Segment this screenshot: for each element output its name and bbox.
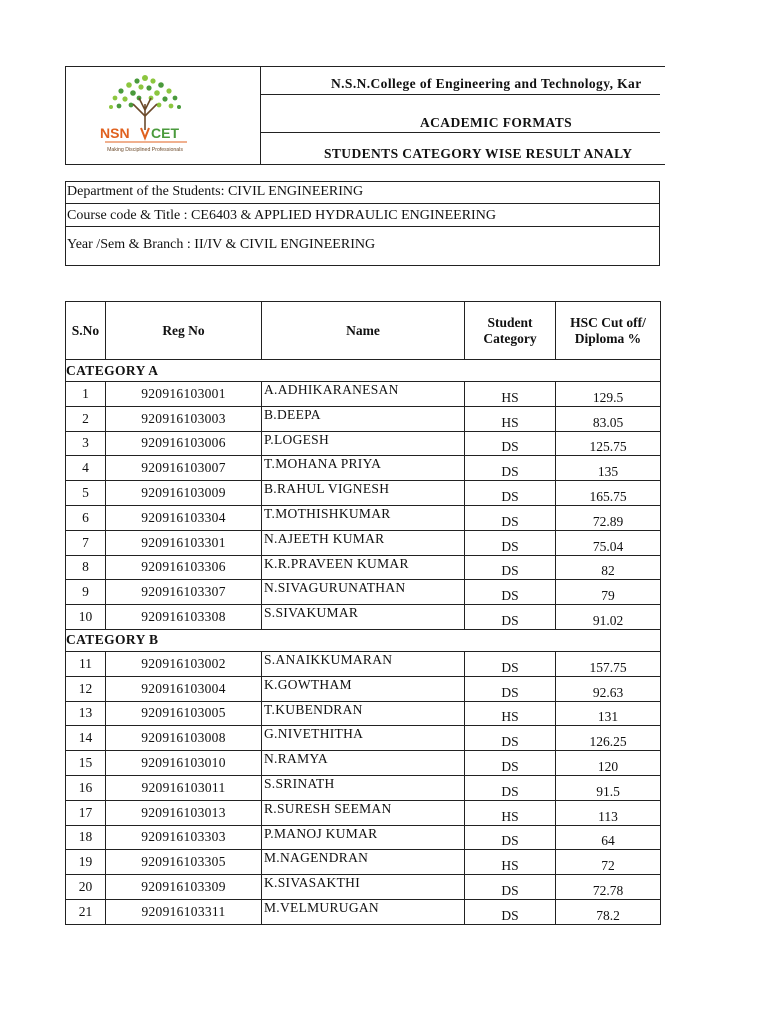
- category-cell: DS: [465, 825, 556, 850]
- col-header-category-l2: Category: [483, 330, 537, 346]
- category-cell: HS: [465, 406, 556, 431]
- cutoff-cell: 82: [556, 555, 661, 580]
- regno-cell: 920916103307: [106, 580, 262, 605]
- cutoff-cell: 83.05: [556, 406, 661, 431]
- table-header-row: [66, 302, 661, 360]
- category-cell: DS: [465, 481, 556, 506]
- name-cell: B.DEEPA: [262, 406, 465, 431]
- col-header-category: [465, 302, 556, 360]
- cutoff-cell: 64: [556, 825, 661, 850]
- sno-cell: 5: [66, 481, 106, 506]
- department-info: Department of the Students: CIVIL ENGINEERING: [67, 184, 364, 199]
- category-cell: DS: [465, 751, 556, 776]
- tree-leaves-icon: [109, 75, 181, 109]
- name-cell: T.MOHANA PRIYA: [262, 456, 465, 481]
- col-header-cutoff-l2: Diploma %: [574, 330, 642, 346]
- table-row: [66, 382, 661, 407]
- table-row: [66, 899, 661, 924]
- regno-cell: 920916103306: [106, 555, 262, 580]
- regno-cell: 920916103011: [106, 775, 262, 800]
- cutoff-cell: 79: [556, 580, 661, 605]
- sno-cell: 14: [66, 726, 106, 751]
- cutoff-cell: 91.02: [556, 605, 661, 630]
- category-cell: DS: [465, 726, 556, 751]
- name-cell: N.AJEETH KUMAR: [262, 530, 465, 555]
- cutoff-cell: 91.5: [556, 775, 661, 800]
- sno-cell: 16: [66, 775, 106, 800]
- table-row: [66, 800, 661, 825]
- regno-cell: 920916103002: [106, 651, 262, 676]
- name-cell: K.SIVASAKTHI: [262, 875, 465, 900]
- regno-cell: 920916103004: [106, 676, 262, 701]
- cutoff-cell: 72.89: [556, 505, 661, 530]
- sno-cell: 11: [66, 651, 106, 676]
- regno-cell: 920916103013: [106, 800, 262, 825]
- cutoff-cell: 92.63: [556, 676, 661, 701]
- category-cell: DS: [465, 775, 556, 800]
- category-cell: HS: [465, 800, 556, 825]
- sno-cell: 4: [66, 456, 106, 481]
- sno-cell: 21: [66, 899, 106, 924]
- category-cell: DS: [465, 875, 556, 900]
- col-header-cutoff: [556, 302, 661, 360]
- table-row: [66, 751, 661, 776]
- category-cell: DS: [465, 431, 556, 456]
- regno-cell: 920916103005: [106, 701, 262, 726]
- year-info: Year /Sem & Branch : II/IV & CIVIL ENGINEERING: [67, 237, 376, 252]
- svg-text:Making Disciplined Professiona: Making Disciplined Professionals: [107, 147, 183, 153]
- course-info: Course code & Title : CE6403 & APPLIED HYDRAULIC ENGINEERING: [67, 208, 496, 223]
- cutoff-cell: 125.75: [556, 431, 661, 456]
- name-cell: T.KUBENDRAN: [262, 701, 465, 726]
- regno-cell: 920916103006: [106, 431, 262, 456]
- name-cell: M.NAGENDRAN: [262, 850, 465, 875]
- table-row: [66, 431, 661, 456]
- name-cell: K.R.PRAVEEN KUMAR: [262, 555, 465, 580]
- category-a-row: [66, 360, 661, 382]
- category-cell: DS: [465, 605, 556, 630]
- category-cell: DS: [465, 456, 556, 481]
- sno-cell: 7: [66, 530, 106, 555]
- cutoff-cell: 165.75: [556, 481, 661, 506]
- name-cell: S.SIVAKUMAR: [262, 605, 465, 630]
- col-header-regno: Reg No: [106, 302, 262, 360]
- sno-cell: 3: [66, 431, 106, 456]
- header-divider: [260, 66, 261, 165]
- cutoff-cell: 135: [556, 456, 661, 481]
- category-cell: DS: [465, 555, 556, 580]
- regno-cell: 920916103007: [106, 456, 262, 481]
- regno-cell: 920916103309: [106, 875, 262, 900]
- category-cell: DS: [465, 651, 556, 676]
- name-cell: N.RAMYA: [262, 751, 465, 776]
- table-row: [66, 651, 661, 676]
- sno-cell: 20: [66, 875, 106, 900]
- name-cell: S.ANAIKKUMARAN: [262, 651, 465, 676]
- category-b-row: [66, 629, 661, 651]
- regno-cell: 920916103311: [106, 899, 262, 924]
- name-cell: K.GOWTHAM: [262, 676, 465, 701]
- regno-cell: 920916103305: [106, 850, 262, 875]
- table-row: [66, 580, 661, 605]
- table-row: [66, 850, 661, 875]
- sno-cell: 15: [66, 751, 106, 776]
- info-rule-1: [65, 203, 660, 204]
- category-b-label: CATEGORY B: [66, 629, 661, 651]
- sno-cell: 13: [66, 701, 106, 726]
- sno-cell: 18: [66, 825, 106, 850]
- cutoff-cell: 75.04: [556, 530, 661, 555]
- sno-cell: 8: [66, 555, 106, 580]
- category-a-label: CATEGORY A: [66, 360, 661, 382]
- name-cell: A.ADHIKARANESAN: [262, 382, 465, 407]
- regno-cell: 920916103010: [106, 751, 262, 776]
- cutoff-cell: 72: [556, 850, 661, 875]
- name-cell: N.SIVAGURUNATHAN: [262, 580, 465, 605]
- table-row: [66, 406, 661, 431]
- sno-cell: 2: [66, 406, 106, 431]
- regno-cell: 920916103009: [106, 481, 262, 506]
- svg-text:NSN: NSN: [100, 125, 130, 141]
- sno-cell: 17: [66, 800, 106, 825]
- name-cell: P.LOGESH: [262, 431, 465, 456]
- name-cell: M.VELMURUGAN: [262, 899, 465, 924]
- table-row: [66, 530, 661, 555]
- document-title: ACADEMIC FORMATS: [420, 115, 573, 130]
- regno-cell: 920916103001: [106, 382, 262, 407]
- name-cell: B.RAHUL VIGNESH: [262, 481, 465, 506]
- table-row: [66, 701, 661, 726]
- cutoff-cell: 120: [556, 751, 661, 776]
- header-rule-2: [260, 132, 660, 133]
- table-row: [66, 481, 661, 506]
- col-header-sno: S.No: [66, 302, 106, 360]
- cutoff-cell: 113: [556, 800, 661, 825]
- name-cell: S.SRINATH: [262, 775, 465, 800]
- table-row: [66, 726, 661, 751]
- sno-cell: 10: [66, 605, 106, 630]
- svg-text:CET: CET: [151, 125, 179, 141]
- college-name: N.S.N.College of Engineering and Technology, Kar: [331, 76, 642, 91]
- category-cell: DS: [465, 676, 556, 701]
- col-header-category-l1: Student: [487, 314, 533, 330]
- sno-cell: 19: [66, 850, 106, 875]
- header-rule-1: [260, 94, 660, 95]
- regno-cell: 920916103304: [106, 505, 262, 530]
- sno-cell: 6: [66, 505, 106, 530]
- table-row: [66, 676, 661, 701]
- cutoff-cell: 72.78: [556, 875, 661, 900]
- table-row: [66, 555, 661, 580]
- category-cell: DS: [465, 899, 556, 924]
- regno-cell: 920916103003: [106, 406, 262, 431]
- sno-cell: 1: [66, 382, 106, 407]
- col-header-cutoff-l1: HSC Cut off/: [570, 314, 646, 330]
- category-cell: DS: [465, 580, 556, 605]
- cutoff-cell: 157.75: [556, 651, 661, 676]
- sno-cell: 9: [66, 580, 106, 605]
- name-cell: T.MOTHISHKUMAR: [262, 505, 465, 530]
- category-cell: DS: [465, 530, 556, 555]
- category-cell: HS: [465, 850, 556, 875]
- regno-cell: 920916103301: [106, 530, 262, 555]
- category-cell: HS: [465, 382, 556, 407]
- table-row: [66, 825, 661, 850]
- results-table: [65, 301, 661, 925]
- cutoff-cell: 78.2: [556, 899, 661, 924]
- table-row: [66, 456, 661, 481]
- sno-cell: 12: [66, 676, 106, 701]
- regno-cell: 920916103303: [106, 825, 262, 850]
- regno-cell: 920916103008: [106, 726, 262, 751]
- table-row: [66, 875, 661, 900]
- cutoff-cell: 131: [556, 701, 661, 726]
- table-row: [66, 775, 661, 800]
- table-row: [66, 505, 661, 530]
- category-cell: DS: [465, 505, 556, 530]
- regno-cell: 920916103308: [106, 605, 262, 630]
- cutoff-cell: 129.5: [556, 382, 661, 407]
- cutoff-cell: 126.25: [556, 726, 661, 751]
- document-subtitle: STUDENTS CATEGORY WISE RESULT ANALY: [324, 146, 633, 161]
- name-cell: G.NIVETHITHA: [262, 726, 465, 751]
- col-header-name: Name: [262, 302, 465, 360]
- college-logo: [95, 70, 195, 162]
- table-row: [66, 605, 661, 630]
- name-cell: P.MANOJ KUMAR: [262, 825, 465, 850]
- name-cell: R.SURESH SEEMAN: [262, 800, 465, 825]
- category-cell: HS: [465, 701, 556, 726]
- info-rule-2: [65, 226, 660, 227]
